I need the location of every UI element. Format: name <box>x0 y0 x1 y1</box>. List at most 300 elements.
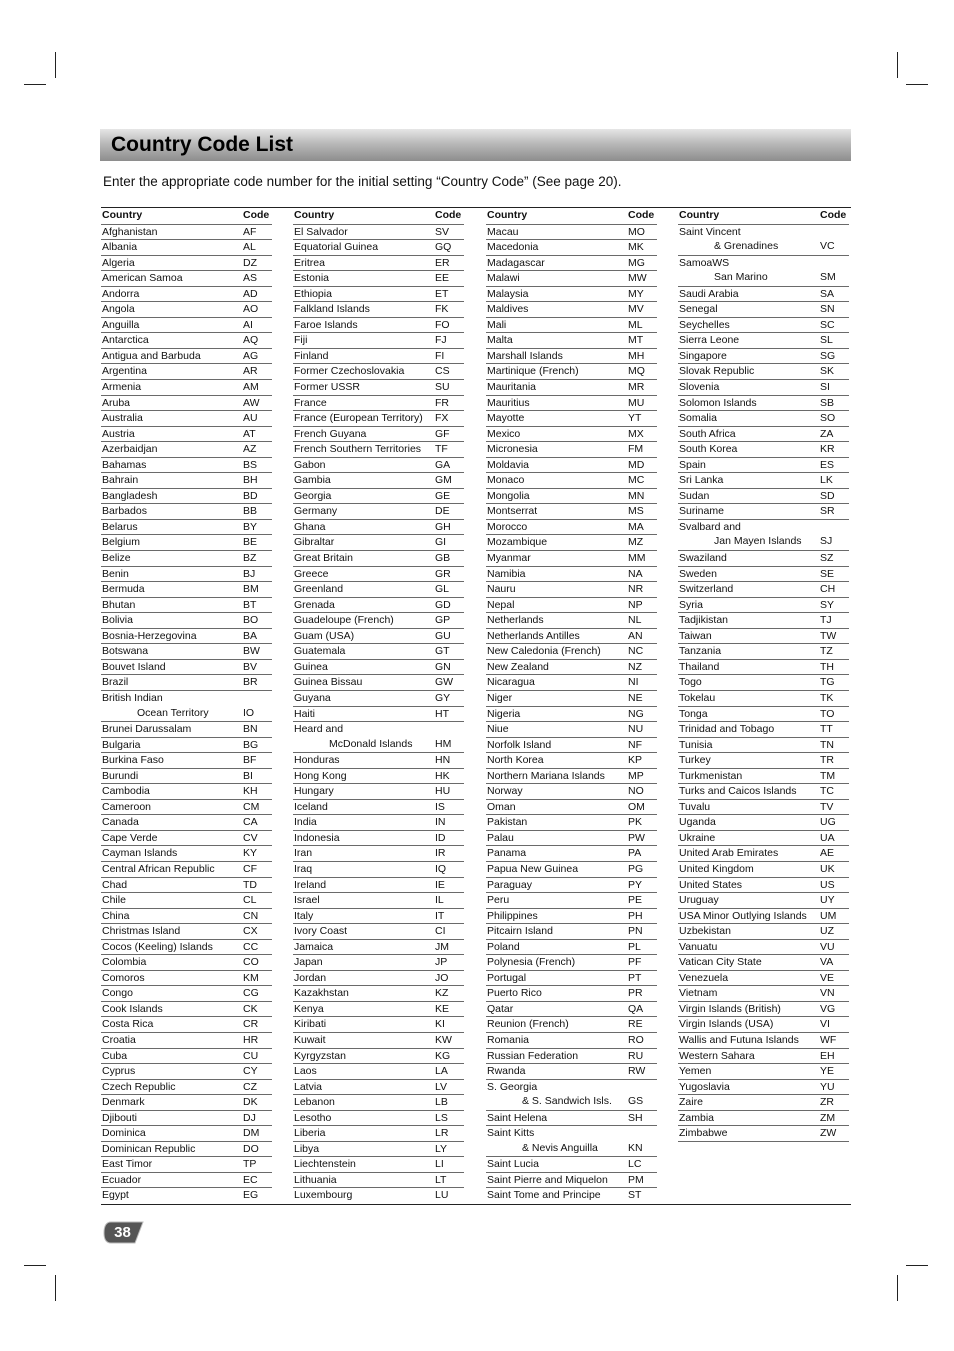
table-row <box>678 224 849 240</box>
country-column-4 <box>678 208 849 1142</box>
table-row <box>678 597 849 613</box>
country-name: Lithuania <box>294 1173 337 1186</box>
country-name: Portugal <box>487 971 527 984</box>
table-row <box>293 1079 464 1095</box>
country-code: BW <box>243 645 260 658</box>
country-name: Western Sahara <box>679 1049 755 1062</box>
country-code: CU <box>243 1049 259 1062</box>
country-code: EC <box>243 1173 258 1186</box>
table-row <box>101 426 272 442</box>
country-name: Canada <box>102 816 139 829</box>
table-row <box>486 348 657 364</box>
table-row <box>293 721 464 737</box>
country-name: Indonesia <box>294 831 340 844</box>
country-code: CY <box>243 1065 258 1078</box>
country-name: Albania <box>102 241 138 254</box>
country-code: LB <box>435 1096 448 1109</box>
country-column-2 <box>293 208 464 1203</box>
table-row <box>486 845 657 861</box>
table-row <box>101 224 272 240</box>
country-name: Bouvet Island <box>102 660 166 673</box>
country-code: KM <box>243 971 259 984</box>
table-row <box>101 970 272 986</box>
country-name: Bangladesh <box>102 489 158 502</box>
country-code: LA <box>435 1065 448 1078</box>
country-code: ET <box>435 287 449 300</box>
country-name: Former USSR <box>294 381 360 394</box>
country-code: HK <box>435 769 450 782</box>
country-code: TG <box>820 676 835 689</box>
table-row <box>678 363 849 379</box>
table-row <box>678 706 849 722</box>
header-code: Code <box>243 209 270 221</box>
country-code: MU <box>628 396 645 409</box>
country-code: RU <box>628 1049 644 1062</box>
country-code: RE <box>628 1018 643 1031</box>
country-name: Bulgaria <box>102 738 141 751</box>
table-row <box>486 581 657 597</box>
country-code: GL <box>435 583 450 596</box>
table-row <box>101 1156 272 1172</box>
country-name: Macau <box>487 225 519 238</box>
country-name: Norway <box>487 785 523 798</box>
table-row <box>486 814 657 830</box>
column-header <box>293 208 464 224</box>
table-row <box>678 1001 849 1017</box>
page-number: 38 <box>114 1224 131 1241</box>
country-name: Madagascar <box>487 256 545 269</box>
table-row <box>678 426 849 442</box>
table-row <box>678 1032 849 1048</box>
country-code: AR <box>243 365 258 378</box>
table-row <box>486 457 657 473</box>
country-name: Afghanistan <box>102 225 158 238</box>
country-code: PA <box>628 847 642 860</box>
table-row <box>678 534 849 550</box>
country-code: KH <box>243 785 258 798</box>
country-code: KN <box>628 1141 643 1154</box>
country-code: CC <box>243 940 259 953</box>
country-name: Ghana <box>294 520 326 533</box>
country-code: GP <box>435 614 451 627</box>
table-row <box>678 1094 849 1110</box>
table-row <box>101 1172 272 1188</box>
country-code: CO <box>243 956 259 969</box>
table-row <box>101 286 272 302</box>
table-row <box>486 1172 657 1188</box>
table-row <box>101 1079 272 1095</box>
country-code: SM <box>820 271 836 284</box>
country-code: PE <box>628 894 643 907</box>
table-row <box>101 332 272 348</box>
table-row <box>101 908 272 924</box>
country-code: AM <box>243 381 259 394</box>
country-code: AG <box>243 349 259 362</box>
table-row <box>293 1110 464 1126</box>
country-name: Iran <box>294 847 313 860</box>
country-code: MW <box>628 272 647 285</box>
country-name: Nigeria <box>487 707 521 720</box>
table-row <box>293 643 464 659</box>
table-row <box>486 426 657 442</box>
table-row <box>101 348 272 364</box>
table-row <box>101 814 272 830</box>
table-row <box>678 379 849 395</box>
country-code: PM <box>628 1173 644 1186</box>
country-name: Botswana <box>102 645 149 658</box>
country-code: SU <box>435 381 450 394</box>
table-row <box>293 379 464 395</box>
country-code: LT <box>435 1173 447 1186</box>
country-code: MY <box>628 287 644 300</box>
table-row <box>101 488 272 504</box>
table-row <box>678 348 849 364</box>
country-name: American Samoa <box>102 272 183 285</box>
country-code: BJ <box>243 567 256 580</box>
country-code: GD <box>435 598 451 611</box>
country-name: Reunion (French) <box>487 1018 569 1031</box>
country-code: NE <box>628 691 643 704</box>
country-name: Grenada <box>294 598 335 611</box>
country-name: Philippines <box>487 909 538 922</box>
country-name: Falkland Islands <box>294 303 370 316</box>
table-row <box>101 690 272 706</box>
country-name: Christmas Island <box>102 925 181 938</box>
country-name: Nicaragua <box>487 676 535 689</box>
table-row <box>293 348 464 364</box>
country-code: AD <box>243 287 258 300</box>
country-name: Ireland <box>294 878 327 891</box>
country-code: PK <box>628 816 643 829</box>
country-name: Wallis and Futuna Islands <box>679 1033 799 1046</box>
country-name: Bhutan <box>102 598 136 611</box>
country-code: BY <box>243 520 258 533</box>
country-code: UZ <box>820 925 834 938</box>
table-row <box>101 395 272 411</box>
country-name: Papua New Guinea <box>487 862 579 875</box>
country-name: Guinea <box>294 660 328 673</box>
country-name: Austria <box>102 427 135 440</box>
table-row <box>293 239 464 255</box>
country-name: Sierra Leone <box>679 334 740 347</box>
country-code: PR <box>628 987 643 1000</box>
table-row <box>101 1001 272 1017</box>
table-row <box>486 1110 657 1126</box>
country-code: NC <box>628 645 644 658</box>
country-name: Japan <box>294 956 323 969</box>
country-name: French Southern Territories <box>294 443 422 456</box>
table-row <box>678 332 849 348</box>
table-row <box>486 1094 657 1110</box>
country-name: Australia <box>102 412 143 425</box>
country-code: TH <box>820 660 834 673</box>
country-code: TD <box>243 878 257 891</box>
country-name: Pitcairn Island <box>487 925 553 938</box>
country-code: AQ <box>243 334 259 347</box>
table-row <box>293 690 464 706</box>
country-code: SY <box>820 598 835 611</box>
country-code: MO <box>628 225 645 238</box>
table-row <box>486 721 657 737</box>
table-row <box>293 892 464 908</box>
table-row <box>678 519 849 535</box>
table-row <box>293 503 464 519</box>
table-row <box>486 768 657 784</box>
country-name: Sweden <box>679 567 717 580</box>
country-name: Saint Helena <box>487 1111 548 1124</box>
country-code: SH <box>628 1111 643 1124</box>
country-name: Tuvalu <box>679 800 711 813</box>
country-code: IQ <box>435 862 447 875</box>
country-name: Estonia <box>294 272 330 285</box>
country-name: Nepal <box>487 598 515 611</box>
table-row <box>293 597 464 613</box>
country-code: IT <box>435 909 445 922</box>
country-name: Kyrgyzstan <box>294 1049 346 1062</box>
country-name: Egypt <box>102 1189 129 1202</box>
country-name: Netherlands <box>487 614 544 627</box>
country-name: China <box>102 909 130 922</box>
country-code: TC <box>820 785 834 798</box>
country-code: CI <box>435 925 446 938</box>
country-name: Jamaica <box>294 940 334 953</box>
country-code: PW <box>628 831 645 844</box>
table-row <box>486 1001 657 1017</box>
country-name: Panama <box>487 847 527 860</box>
country-name: Angola <box>102 303 135 316</box>
country-name: Mexico <box>487 427 521 440</box>
country-name: Ethiopia <box>294 287 332 300</box>
country-name: Zambia <box>679 1111 715 1124</box>
crop-mark <box>897 52 898 78</box>
table-row <box>101 752 272 768</box>
country-code: GS <box>628 1095 644 1108</box>
country-code: CN <box>243 909 259 922</box>
country-name: Vatican City State <box>679 956 762 969</box>
country-code: VA <box>820 956 834 969</box>
country-code: GE <box>435 489 451 502</box>
table-row <box>486 550 657 566</box>
country-code: DZ <box>243 256 257 269</box>
country-code: MP <box>628 769 644 782</box>
country-name: Chile <box>102 894 126 907</box>
country-code: SC <box>820 318 835 331</box>
table-row <box>486 970 657 986</box>
table-row <box>486 441 657 457</box>
table-row <box>678 1016 849 1032</box>
country-code: BH <box>243 474 258 487</box>
country-code: GM <box>435 474 452 487</box>
table-row <box>293 908 464 924</box>
page-title: Country Code List <box>111 133 293 156</box>
country-code: LI <box>435 1158 444 1171</box>
country-code: MA <box>628 520 644 533</box>
country-code: MH <box>628 349 645 362</box>
country-name: Togo <box>679 676 702 689</box>
country-name: Paraguay <box>487 878 532 891</box>
country-name: Monaco <box>487 474 525 487</box>
country-code: AS <box>243 272 258 285</box>
country-name: Liechtenstein <box>294 1158 356 1171</box>
country-code: KP <box>628 754 643 767</box>
table-row <box>678 1063 849 1079</box>
country-name: Syria <box>679 598 703 611</box>
table-row <box>486 597 657 613</box>
table-row <box>293 1016 464 1032</box>
country-name: Puerto Rico <box>487 987 542 1000</box>
table-row <box>678 612 849 628</box>
country-name: Cape Verde <box>102 831 158 844</box>
country-name: S. Georgia <box>487 1080 538 1093</box>
table-row <box>293 457 464 473</box>
country-name: Romania <box>487 1033 530 1046</box>
country-name: Yemen <box>679 1065 712 1078</box>
country-code: VI <box>820 1018 830 1031</box>
country-code: EH <box>820 1049 835 1062</box>
country-name: Dominica <box>102 1127 146 1140</box>
country-code: AU <box>243 412 258 425</box>
table-row <box>293 877 464 893</box>
header-code: Code <box>628 209 655 221</box>
country-code: CS <box>435 365 450 378</box>
header-country: Country <box>679 209 720 221</box>
country-name: Finland <box>294 349 329 362</box>
country-code: EE <box>435 272 450 285</box>
country-code: MS <box>628 505 644 518</box>
table-row <box>486 534 657 550</box>
country-name: Switzerland <box>679 583 734 596</box>
country-name: Lesotho <box>294 1111 332 1124</box>
table-row <box>486 939 657 955</box>
country-code: HU <box>435 785 451 798</box>
country-code: BG <box>243 738 259 751</box>
table-row <box>486 472 657 488</box>
table-row <box>678 752 849 768</box>
table-row <box>101 317 272 333</box>
country-name: Argentina <box>102 365 147 378</box>
country-code: BO <box>243 614 259 627</box>
table-row <box>486 1125 657 1141</box>
country-code: BE <box>243 536 258 549</box>
country-code: MK <box>628 241 644 254</box>
crop-mark <box>24 1265 46 1266</box>
table-row <box>101 628 272 644</box>
country-code: MV <box>628 303 644 316</box>
country-code: NO <box>628 785 644 798</box>
country-name: Saudi Arabia <box>679 287 739 300</box>
table-row <box>678 395 849 411</box>
country-code: PT <box>628 971 642 984</box>
country-code: ID <box>435 831 446 844</box>
country-code: FJ <box>435 334 447 347</box>
table-row <box>486 224 657 240</box>
country-code: NU <box>628 723 644 736</box>
table-row <box>101 1032 272 1048</box>
country-code: GU <box>435 629 451 642</box>
country-code: AF <box>243 225 257 238</box>
country-code: GB <box>435 552 451 565</box>
country-code: VG <box>820 1002 836 1015</box>
country-name: Vietnam <box>679 987 718 1000</box>
country-name: Gabon <box>294 458 326 471</box>
country-name: Antigua and Barbuda <box>102 349 201 362</box>
country-code: MC <box>628 474 645 487</box>
country-name: Chad <box>102 878 128 891</box>
country-name: Tonga <box>679 707 708 720</box>
country-name: United Kingdom <box>679 862 754 875</box>
country-name: Georgia <box>294 489 332 502</box>
country-name: Great Britain <box>294 552 353 565</box>
country-code: MQ <box>628 365 645 378</box>
country-name: Malaysia <box>487 287 529 300</box>
table-row <box>101 472 272 488</box>
country-code: FX <box>435 412 449 425</box>
table-row <box>678 985 849 1001</box>
country-name: Kazakhstan <box>294 987 349 1000</box>
table-row <box>678 659 849 675</box>
country-code: IE <box>435 878 445 891</box>
country-name: French Guyana <box>294 427 367 440</box>
table-row <box>293 519 464 535</box>
country-code: MN <box>628 489 645 502</box>
country-name: Kiribati <box>294 1018 327 1031</box>
table-row <box>293 706 464 722</box>
table-row <box>486 395 657 411</box>
table-row <box>678 472 849 488</box>
crop-mark <box>55 1275 56 1301</box>
table-row <box>486 239 657 255</box>
table-row <box>293 566 464 582</box>
country-name: Micronesia <box>487 443 538 456</box>
country-code: QA <box>628 1002 644 1015</box>
country-code: GN <box>435 660 451 673</box>
country-name: Turkmenistan <box>679 769 743 782</box>
country-name: Cambodia <box>102 785 150 798</box>
country-name: Barbados <box>102 505 147 518</box>
country-code: MX <box>628 427 644 440</box>
table-row <box>486 488 657 504</box>
country-name: Seychelles <box>679 318 730 331</box>
table-row <box>101 643 272 659</box>
country-code: CA <box>243 816 258 829</box>
country-code: KR <box>820 443 835 456</box>
table-row <box>101 441 272 457</box>
country-code: BZ <box>243 552 257 565</box>
table-row <box>293 628 464 644</box>
country-code: ZM <box>820 1111 836 1124</box>
country-code: LR <box>435 1127 449 1140</box>
country-name: Luxembourg <box>294 1189 353 1202</box>
country-name: & S. Sandwich Isls. <box>522 1095 612 1108</box>
country-code: FM <box>628 443 644 456</box>
country-code: TN <box>820 738 834 751</box>
intro-text: Enter the appropriate code number for the initial setting “Country Code” (See page 20). <box>103 174 622 189</box>
country-code: AI <box>243 318 253 331</box>
country-code: VU <box>820 940 835 953</box>
country-code: BV <box>243 660 258 673</box>
country-code: AZ <box>243 443 257 456</box>
country-name: Guatemala <box>294 645 346 658</box>
country-name: Hong Kong <box>294 769 347 782</box>
country-name: Spain <box>679 458 706 471</box>
country-code: SR <box>820 505 835 518</box>
country-code: FI <box>435 349 445 362</box>
country-name: Senegal <box>679 303 718 316</box>
table-row <box>101 954 272 970</box>
table-row <box>678 1079 849 1095</box>
country-name: United Arab Emirates <box>679 847 779 860</box>
table-row <box>101 612 272 628</box>
